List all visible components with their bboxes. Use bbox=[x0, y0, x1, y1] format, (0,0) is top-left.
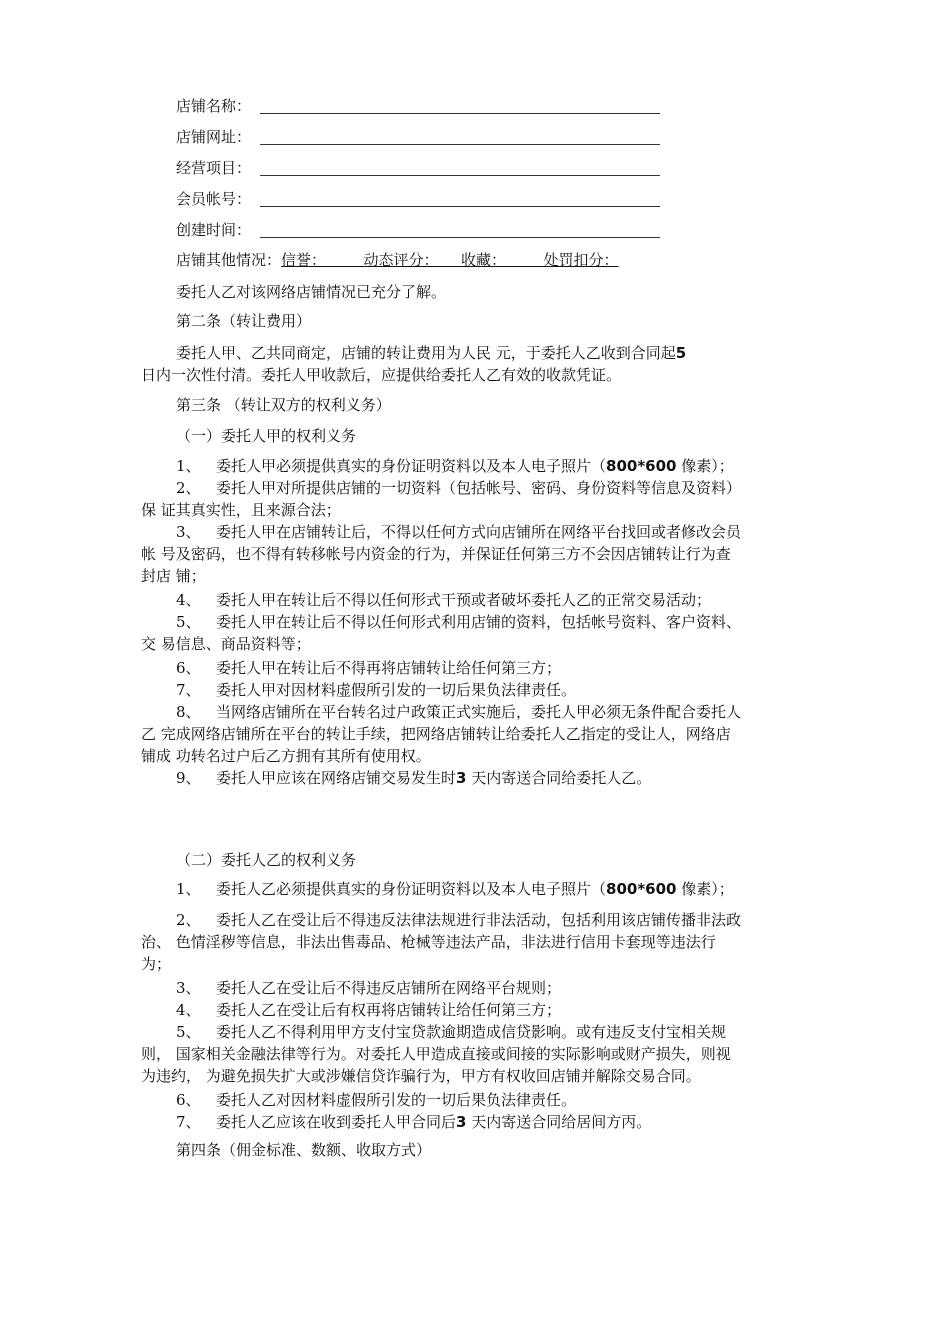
list-item bbox=[176, 680, 576, 700]
list-item-number-value: 3 bbox=[456, 1113, 467, 1131]
list-item bbox=[176, 478, 741, 498]
list-item-number: 5、 bbox=[176, 1023, 201, 1041]
list-item bbox=[176, 768, 651, 788]
list-item-number: 3、 bbox=[176, 979, 201, 997]
list-item-text: 委托人乙应该在收到委托人甲合同后 bbox=[216, 1113, 457, 1131]
list-item-text: 委托人甲在转让后不得以任何形式干预或者破坏委托人乙的正常交易活动； bbox=[216, 591, 712, 609]
list-item-text-tail: 像素）； bbox=[676, 457, 734, 475]
list-item-number: 9、 bbox=[176, 769, 201, 787]
list-item bbox=[176, 612, 741, 632]
list-item-number: 4、 bbox=[176, 1001, 201, 1019]
list-item-continuation: 为； bbox=[141, 955, 172, 973]
article-3-title: 第三条 （转让双方的权利义务） bbox=[176, 396, 391, 414]
list-item-text: 委托人乙在受让后不得违反法律法规进行非法活动，包括利用该店铺传播非法政 bbox=[216, 911, 742, 929]
list-item bbox=[176, 1112, 651, 1132]
list-item-text: 委托人甲对因材料虚假所引发的一切后果负法律责任。 bbox=[216, 681, 577, 699]
list-item bbox=[176, 522, 741, 542]
field-label-account: 会员帐号： bbox=[176, 190, 252, 208]
field-rule-account bbox=[260, 205, 660, 207]
list-item-text: 委托人甲应该在网络店铺交易发生时 bbox=[216, 769, 457, 787]
list-item bbox=[176, 910, 741, 930]
article-2-para-line1 bbox=[176, 343, 686, 363]
list-item-number: 6、 bbox=[176, 659, 201, 677]
list-item-text: 委托人乙在受让后有权再将店铺转让给任何第三方； bbox=[216, 1001, 562, 1019]
list-item bbox=[176, 1090, 576, 1110]
list-item-continuation: 则， 国家相关金融法律等行为。对委托人甲造成直接或间接的实际影响或财产损失，则视 bbox=[141, 1045, 731, 1063]
list-item-number: 7、 bbox=[176, 681, 201, 699]
list-item-continuation: 保 证其真实性，且来源合法； bbox=[141, 501, 341, 519]
article-2-title: 第二条（转让费用） bbox=[176, 312, 312, 330]
list-item-number: 5、 bbox=[176, 613, 201, 631]
other-info-row bbox=[176, 250, 619, 270]
list-item-continuation: 铺成 功转名过户后乙方拥有其所有使用权。 bbox=[141, 747, 431, 765]
list-item-text-tail: 像素）； bbox=[676, 880, 734, 898]
list-item-continuation: 为违约， 为避免损失扩大或涉嫌信贷诈骗行为，甲方有权收回店铺并解除交易合同。 bbox=[141, 1067, 701, 1085]
field-label-created: 创建时间： bbox=[176, 221, 252, 239]
other-info-label: 店铺其他情况： bbox=[176, 251, 282, 269]
understanding-text: 委托人乙对该网络店铺情况已充分了解。 bbox=[176, 283, 447, 301]
list-item-text: 委托人乙对因材料虚假所引发的一切后果负法律责任。 bbox=[216, 1091, 577, 1109]
field-rule-created bbox=[260, 236, 660, 238]
list-item-number: 7、 bbox=[176, 1113, 201, 1131]
list-item-continuation: 帐 号及密码，也不得有转移帐号内资金的行为，并保证任何第三方不会因店铺转让行为查 bbox=[141, 545, 731, 563]
list-item bbox=[176, 702, 741, 722]
list-item-continuation: 治、 色情淫秽等信息，非法出售毒品、枪械等违法产品，非法进行信用卡套现等违法行 bbox=[141, 933, 716, 951]
field-rule-shop-name bbox=[260, 112, 660, 114]
field-rule-business bbox=[260, 174, 660, 176]
list-item-text: 委托人乙必须提供真实的身份证明资料以及本人电子照片（ bbox=[216, 880, 607, 898]
section-b-title: （二）委托人乙的权利义务 bbox=[176, 851, 357, 869]
list-item-number-value: 800*600 bbox=[606, 457, 677, 475]
list-item-number: 3、 bbox=[176, 523, 201, 541]
article-4-title: 第四条（佣金标准、数额、收取方式） bbox=[176, 1141, 432, 1159]
list-item-text: 委托人甲必须提供真实的身份证明资料以及本人电子照片（ bbox=[216, 457, 607, 475]
list-item-number: 4、 bbox=[176, 591, 201, 609]
list-item bbox=[176, 456, 734, 476]
field-label-shop-name: 店铺名称： bbox=[176, 97, 252, 115]
list-item-text: 委托人甲在转让后不得再将店铺转让给任何第三方； bbox=[216, 659, 562, 677]
list-item-number: 2、 bbox=[176, 911, 201, 929]
list-item-text: 当网络店铺所在平台转名过户政策正式实施后，委托人甲必须无条件配合委托人 bbox=[216, 703, 742, 721]
list-item-text: 委托人乙不得利用甲方支付宝贷款逾期造成信贷影响。或有违反支付宝相关规 bbox=[216, 1023, 727, 1041]
list-item-text: 委托人甲对所提供店铺的一切资料（包括帐号、密码、身份资料等信息及资料） bbox=[216, 479, 742, 497]
list-item-number-value: 800*600 bbox=[606, 880, 677, 898]
list-item-number-value: 3 bbox=[456, 769, 467, 787]
list-item-number: 2、 bbox=[176, 479, 201, 497]
list-item bbox=[176, 1000, 561, 1020]
list-item-continuation: 交 易信息、商品资料等； bbox=[141, 635, 311, 653]
list-item-text: 委托人甲在转让后不得以任何形式利用店铺的资料，包括帐号资料、客户资料、 bbox=[216, 613, 742, 631]
field-label-shop-url: 店铺网址： bbox=[176, 128, 252, 146]
list-item-text-tail: 天内寄送合同给居间方丙。 bbox=[466, 1113, 652, 1131]
other-info-items: 信誉： 动态评分： 收藏： 处罚扣分： bbox=[281, 251, 619, 269]
list-item-continuation: 乙 完成网络店铺所在平台的转让手续，把网络店铺转让给委托人乙指定的受让人，网络店 bbox=[141, 725, 731, 743]
list-item-text: 委托人乙在受让后不得违反店铺所在网络平台规则； bbox=[216, 979, 562, 997]
list-item bbox=[176, 879, 734, 899]
list-item-number: 6、 bbox=[176, 1091, 201, 1109]
list-item-number: 8、 bbox=[176, 703, 201, 721]
field-rule-shop-url bbox=[260, 143, 660, 145]
field-label-business: 经营项目： bbox=[176, 159, 252, 177]
article-2-days: 5 bbox=[675, 344, 687, 362]
article-2-para-line2: 日内一次性付清。委托人甲收款后，应提供给委托人乙有效的收款凭证。 bbox=[141, 366, 622, 384]
list-item-continuation: 封店 铺； bbox=[141, 567, 206, 585]
list-item-number: 1、 bbox=[176, 457, 201, 475]
list-item-text: 委托人甲在店铺转让后，不得以任何方式向店铺所在网络平台找回或者修改会员 bbox=[216, 523, 742, 541]
list-item bbox=[176, 658, 561, 678]
section-a-title: （一）委托人甲的权利义务 bbox=[176, 427, 357, 445]
list-item-number: 1、 bbox=[176, 880, 201, 898]
list-item bbox=[176, 978, 561, 998]
list-item bbox=[176, 590, 711, 610]
list-item-text-tail: 天内寄送合同给委托人乙。 bbox=[466, 769, 652, 787]
list-item bbox=[176, 1022, 726, 1042]
article-2-text: 委托人甲、乙共同商定，店铺的转让费用为人民 元，于委托人乙收到合同起 bbox=[176, 344, 676, 362]
